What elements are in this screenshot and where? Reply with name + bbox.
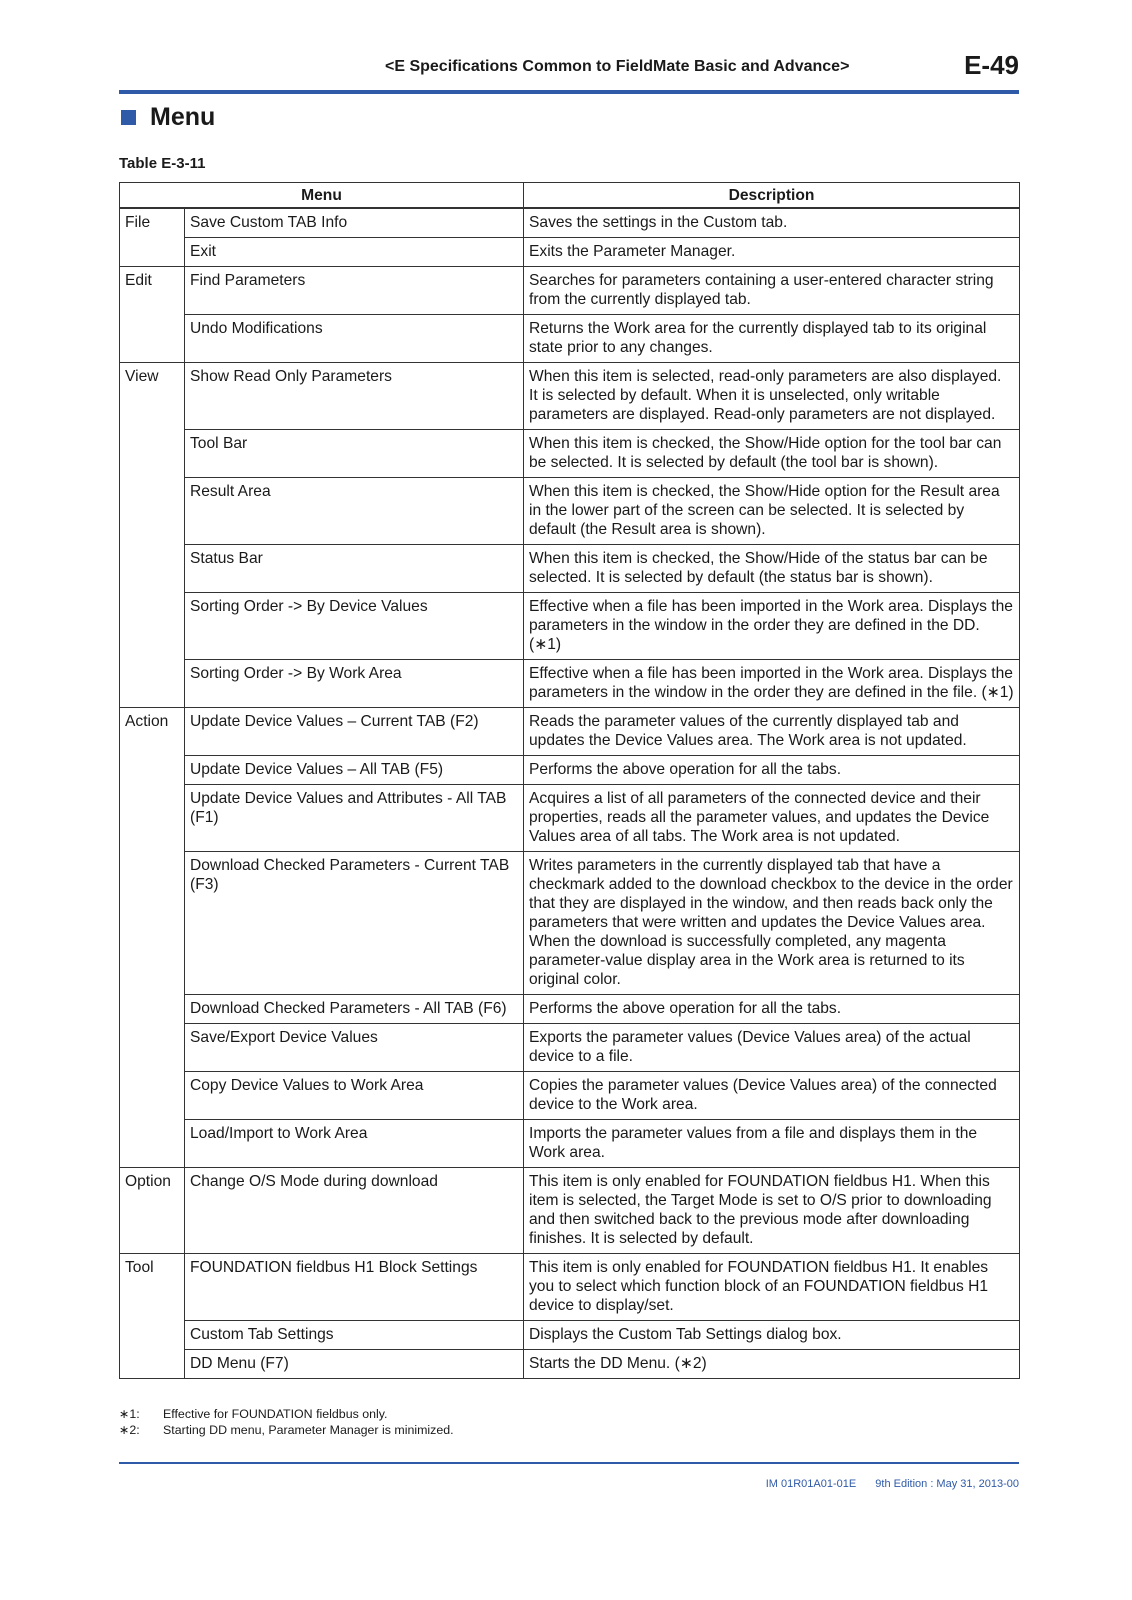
description-text: Starts the DD Menu. (∗2) (529, 1355, 707, 1372)
description-text: Exports the parameter values (Device Values area) of the actual device to a file. (529, 1029, 971, 1065)
menu-item: Save/Export Device Values (185, 1024, 524, 1072)
menu-description (524, 593, 1020, 660)
footnote-text: Effective for FOUNDATION fieldbus only. (163, 1407, 388, 1421)
menu-item: Sorting Order -> By Device Values (185, 593, 524, 660)
section-title: Menu (150, 103, 216, 131)
table-row (120, 1168, 1020, 1254)
menu-description (524, 267, 1020, 315)
description-text: Reads the parameter values of the currently displayed tab and updates the Device Values area. The Work area is not updated. (529, 713, 967, 749)
menu-item: Show Read Only Parameters (185, 363, 524, 430)
menu-item: Download Checked Parameters - All TAB (F6) (185, 995, 524, 1024)
menu-description (524, 363, 1020, 430)
description-text: This item is only enabled for FOUNDATION fieldbus H1. It enables you to select which function block of an FOUNDATION fieldbus H1 device to display/set. (529, 1259, 989, 1314)
page-header (119, 46, 1019, 94)
table-row (120, 267, 1020, 315)
description-text: Displays the Custom Tab Settings dialog box. (529, 1326, 842, 1343)
description-text: Returns the Work area for the currently displayed tab to its original state prior to any changes. (529, 320, 987, 356)
footnotes (119, 1406, 454, 1438)
menu-description (524, 660, 1020, 708)
table-row (120, 1024, 1020, 1072)
table-row (120, 593, 1020, 660)
table-row (120, 660, 1020, 708)
square-bullet-icon (121, 110, 136, 125)
menu-description (524, 1254, 1020, 1321)
menu-item: Find Parameters (185, 267, 524, 315)
table-row (120, 478, 1020, 545)
header-description: Description (524, 183, 1020, 209)
description-text: Acquires a list of all parameters of the connected device and their properties, reads all the parameter values, and updates the Device Values area of all tabs. The Work area is not updated. (529, 790, 990, 845)
menu-item: Change O/S Mode during download (185, 1168, 524, 1254)
menu-description (524, 545, 1020, 593)
description-text: Copies the parameter values (Device Values area) of the connected device to the Work area. (529, 1077, 997, 1113)
menu-description (524, 1321, 1020, 1350)
description-text: This item is only enabled for FOUNDATION fieldbus H1. When this item is selected, the Target Mode is set to O/S prior to downloading and then switched back to the previous mode after downloading finishes. It is selected by default. (529, 1173, 992, 1247)
table-row (120, 238, 1020, 267)
description-text: When the download is successfully completed, any magenta parameter-value display area in the Work area is returned to its original color. (529, 933, 965, 988)
description-text: Performs the above operation for all the tabs. (529, 1000, 842, 1017)
table-row (120, 995, 1020, 1024)
edition: 9th Edition : May 31, 2013-00 (875, 1478, 1019, 1490)
menu-item: Update Device Values – Current TAB (F2) (185, 708, 524, 756)
menu-description (524, 1072, 1020, 1120)
menu-item: Status Bar (185, 545, 524, 593)
menu-description (524, 852, 1020, 995)
menu-description (524, 430, 1020, 478)
menu-description (524, 478, 1020, 545)
footnote-text: Starting DD menu, Parameter Manager is minimized. (163, 1423, 454, 1437)
menu-table (119, 182, 1020, 1379)
description-text: When this item is selected, read-only parameters are also displayed. It is selected by default. When it is unselected, only writable parameters are displayed. Read-only parameters are not displayed. (529, 368, 1002, 423)
header-menu: Menu (120, 183, 524, 209)
menu-category: Action (120, 708, 185, 1168)
description-text: When this item is checked, the Show/Hide option for the Result area in the lower part of the screen can be selected. It is selected by default (the Result area is shown). (529, 483, 1000, 538)
menu-description (524, 995, 1020, 1024)
menu-description (524, 315, 1020, 363)
description-text: When this item is checked, the Show/Hide option for the tool bar can be selected. It is selected by default (the tool bar is shown). (529, 435, 1002, 471)
table-row (120, 1321, 1020, 1350)
menu-item: FOUNDATION fieldbus H1 Block Settings (185, 1254, 524, 1321)
table-row (120, 756, 1020, 785)
table-row (120, 363, 1020, 430)
footnote (119, 1422, 454, 1438)
table-row (120, 1254, 1020, 1321)
table-row (120, 1120, 1020, 1168)
description-text: Writes parameters in the currently displayed tab that have a checkmark added to the download checkbox to the device in the order that they are displayed in the window, and then reads back only the parameters that were written and updates the Device Values area. (529, 857, 1013, 931)
menu-item: Update Device Values – All TAB (F5) (185, 756, 524, 785)
table-body (120, 208, 1020, 1379)
table-row (120, 1072, 1020, 1120)
menu-item: Copy Device Values to Work Area (185, 1072, 524, 1120)
menu-description (524, 756, 1020, 785)
table-row (120, 852, 1020, 995)
page-footer (119, 1462, 1019, 1490)
footer-text (750, 1478, 1019, 1490)
menu-item: Undo Modifications (185, 315, 524, 363)
description-text: Saves the settings in the Custom tab. (529, 214, 788, 231)
description-text: Exits the Parameter Manager. (529, 243, 736, 260)
table-row (120, 1350, 1020, 1379)
menu-category: File (120, 208, 185, 267)
menu-description (524, 785, 1020, 852)
menu-item: Result Area (185, 478, 524, 545)
menu-description (524, 1120, 1020, 1168)
menu-item: Save Custom TAB Info (185, 208, 524, 238)
section-heading (121, 103, 215, 132)
table-row (120, 708, 1020, 756)
table-caption: Table E-3-11 (119, 155, 206, 172)
table-row (120, 430, 1020, 478)
menu-item: Download Checked Parameters - Current TAB (F3) (185, 852, 524, 995)
description-text: Effective when a file has been imported in the Work area. Displays the parameters in the window in the order they are defined in the file. (∗1) (529, 665, 1014, 701)
menu-item: Tool Bar (185, 430, 524, 478)
description-text: When this item is checked, the Show/Hide of the status bar can be selected. It is selected by default (the status bar is shown). (529, 550, 988, 586)
footnote-mark: ∗2: (119, 1423, 140, 1437)
menu-item: Custom Tab Settings (185, 1321, 524, 1350)
page-number: E-49 (964, 50, 1019, 80)
menu-item: Load/Import to Work Area (185, 1120, 524, 1168)
menu-category: Edit (120, 267, 185, 363)
description-text: Searches for parameters containing a user-entered character string from the currently displayed tab. (529, 272, 994, 308)
table-row (120, 785, 1020, 852)
menu-description (524, 1350, 1020, 1379)
table-row (120, 545, 1020, 593)
description-text: Imports the parameter values from a file and displays them in the Work area. (529, 1125, 978, 1161)
menu-item: Update Device Values and Attributes - All TAB (F1) (185, 785, 524, 852)
doc-id: IM 01R01A01-01E (765, 1478, 857, 1490)
table-row (120, 208, 1020, 238)
menu-category: View (120, 363, 185, 708)
menu-category: Tool (120, 1254, 185, 1379)
menu-category: Option (120, 1168, 185, 1254)
footnote-mark: ∗1: (119, 1407, 140, 1421)
menu-item: DD Menu (F7) (185, 1350, 524, 1379)
menu-description (524, 1168, 1020, 1254)
description-text: Effective when a file has been imported in the Work area. Displays the parameters in the window in the order they are defined in the DD. (∗1) (529, 598, 1013, 653)
table-row (120, 315, 1020, 363)
menu-item: Sorting Order -> By Work Area (185, 660, 524, 708)
menu-item: Exit (185, 238, 524, 267)
menu-description (524, 1024, 1020, 1072)
header-title: <E Specifications Common to FieldMate Basic and Advance> (385, 58, 850, 75)
table-header-row (120, 183, 1020, 209)
footnote (119, 1406, 454, 1422)
menu-description (524, 208, 1020, 238)
description-text: Performs the above operation for all the tabs. (529, 761, 842, 778)
menu-description (524, 238, 1020, 267)
menu-description (524, 708, 1020, 756)
